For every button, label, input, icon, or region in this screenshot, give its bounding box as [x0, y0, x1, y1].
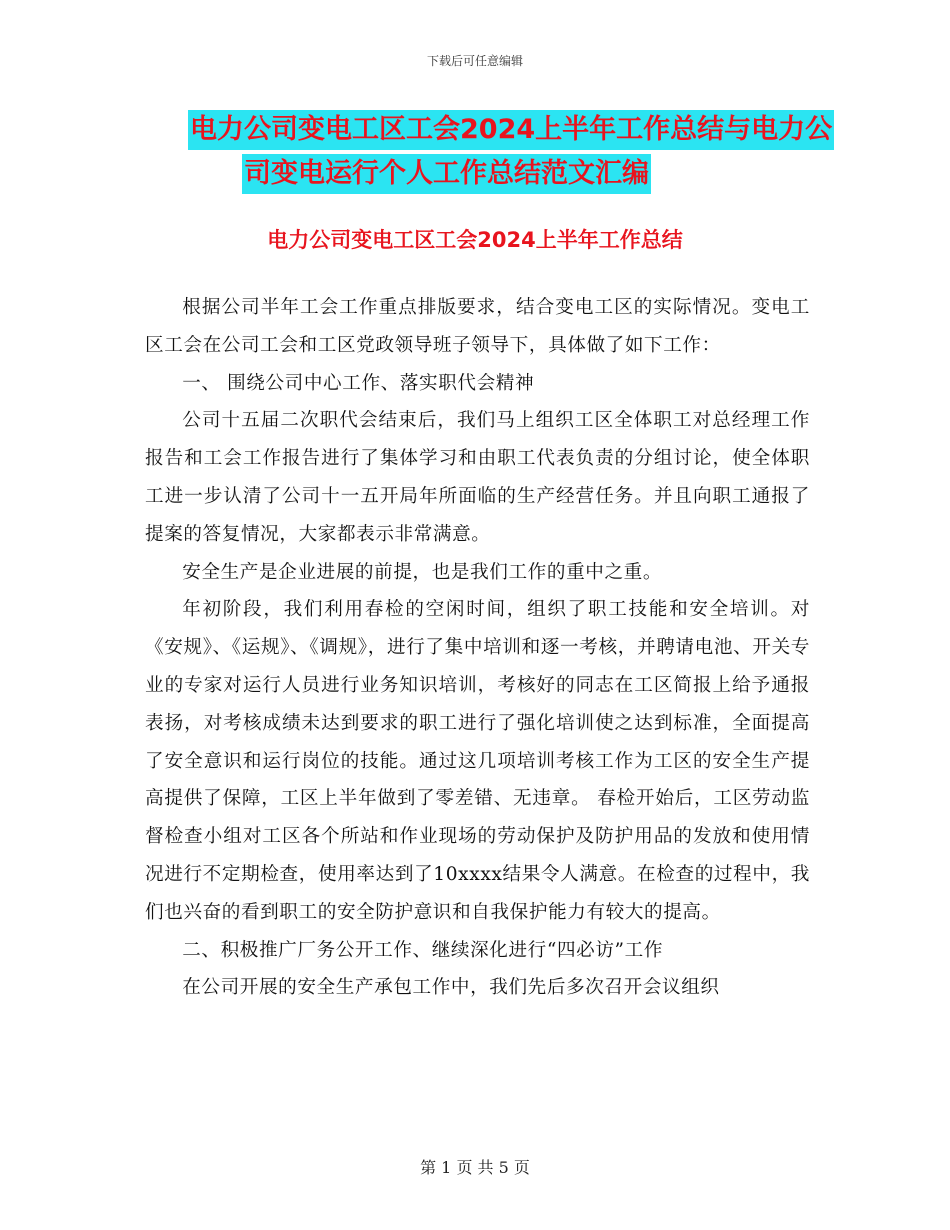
paragraph: 年初阶段，我们利用春检的空闲时间，组织了职工技能和安全培训。对《安规》、《运规》、《调规》，进行了集中培训和逐一考核，并聘请电池、开关专业的专家对运行人员进行业务知识培训，考核好的同志在工区简报上给予通报表扬，对考核成绩未达到要求的职工进行了强化培训使之达到标准，全面提高了安全意识和运行岗位的技能。通过这几项培训考核工作为工区的安全生产提高提供了保障，工区上半年做到了零差错、无违章。 春检开始后，工区劳动监督检查小组对工区各个所站和作业现场的劳动保护及防护用品的发放和使用情况进行不定期检查，使用率达到了10xxxx结果令人满意。在检查的过程中，我们也兴奋的看到职工的安全防护意识和自我保护能力有较大的提高。: [145, 599, 810, 923]
paragraph: 根据公司半年工会工作重点排版要求，结合变电工区的实际情况。变电工区工会在公司工会和工区党政领导班子领导下，具体做了如下工作：: [145, 297, 810, 356]
page-number: 第 1 页 共 5 页: [420, 1158, 530, 1177]
document-body: [145, 289, 810, 1007]
document-title-line-1: 电力公司变电工区工会2024上半年工作总结与电力公: [188, 110, 834, 150]
paragraph: 公司十五届二次职代会结束后，我们马上组织工区全体职工对总经理工作报告和工会工作报告进行了集体学习和由职工代表负责的分组讨论，使全体职工进一步认清了公司十一五开局年所面临的生产经营任务。并且向职工通报了提案的答复情况，大家都表示非常满意。: [145, 410, 810, 545]
paragraph: 安全生产是企业进展的前提，也是我们工作的重中之重。: [182, 561, 663, 583]
document-title-line-2: 司变电运行个人工作总结范文汇编: [242, 154, 651, 194]
paragraph: 在公司开展的安全生产承包工作中，我们先后多次召开会议组织: [182, 977, 720, 999]
paragraph: 二、积极推广厂务公开工作、继续深化进行“四必访”工作: [182, 939, 664, 961]
section-title: 电力公司变电工区工会2024上半年工作总结: [267, 228, 683, 252]
header-note: 下载后可任意编辑: [426, 54, 523, 68]
paragraph: 一、 围绕公司中心工作、落实职代会精神: [182, 372, 535, 394]
